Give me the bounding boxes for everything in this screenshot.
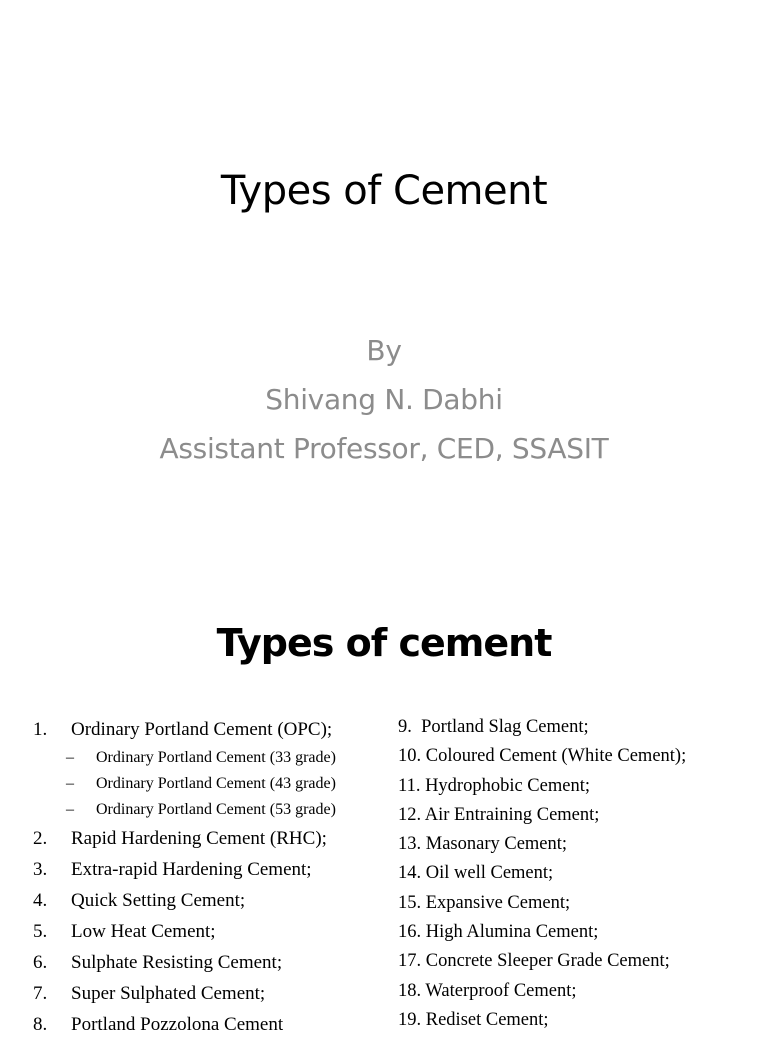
left-list (33, 714, 385, 1040)
list-number: 7. (33, 983, 48, 1004)
list-item: 10. Coloured Cement (White Cement); (398, 746, 687, 767)
byline-author: Shivang N. Dabhi (265, 383, 503, 416)
list-item: 9. Portland Slag Cement; (398, 717, 589, 737)
content-slide (0, 576, 768, 1035)
sub-text: Ordinary Portland Cement (43 grade) (96, 775, 336, 792)
list-item (33, 823, 385, 854)
byline-by: By (366, 334, 402, 367)
sub-text: Ordinary Portland Cement (53 grade) (96, 801, 336, 818)
sub-text: Ordinary Portland Cement (33 grade) (96, 749, 336, 766)
sub-item (33, 745, 385, 771)
list-item: 11. Hydrophobic Cement; (398, 775, 590, 796)
list-text: Sulphate Resisting Cement; (71, 952, 283, 973)
list-number: 2. (33, 828, 48, 849)
list-number: 6. (33, 952, 48, 973)
list-item: 14. Oil well Cement; (398, 863, 554, 884)
list-item: 16. High Alumina Cement; (398, 922, 599, 943)
byline-affiliation: Assistant Professor, CED, SSASIT (159, 432, 609, 465)
sub-item (33, 771, 385, 797)
dash-bullet: – (66, 749, 74, 766)
list-number: 4. (33, 890, 48, 911)
dash-bullet: – (66, 775, 74, 792)
list-text: Quick Setting Cement; (71, 890, 246, 911)
slide-title: Types of Cement (220, 168, 548, 214)
list-text: Portland Pozzolona Cement (71, 1014, 284, 1035)
list-item: 17. Concrete Sleeper Grade Cement; (398, 951, 670, 972)
list-item (33, 854, 385, 885)
list-item (33, 978, 385, 1009)
list-item: 13. Masonary Cement; (398, 834, 568, 855)
slide-heading: Types of cement (216, 621, 552, 665)
sub-item (33, 797, 385, 823)
list-item: 19. Rediset Cement; (398, 1009, 549, 1030)
list-item (33, 1009, 385, 1040)
list-number: 8. (33, 1014, 48, 1035)
list-item: 15. Expansive Cement; (398, 892, 571, 913)
list-item (33, 916, 385, 947)
list-item (33, 947, 385, 978)
list-item: 12. Air Entraining Cement; (398, 804, 600, 825)
list-text: Extra-rapid Hardening Cement; (71, 859, 312, 880)
list-item: 18. Waterproof Cement; (398, 980, 577, 1001)
list-number: 3. (33, 859, 48, 880)
list-text: Super Sulphated Cement; (71, 983, 266, 1004)
list-item (33, 714, 385, 745)
list-number: 1. (33, 719, 48, 740)
dash-bullet: – (66, 801, 74, 818)
list-text: Low Heat Cement; (71, 921, 216, 942)
list-text: Rapid Hardening Cement (RHC); (71, 828, 327, 849)
list-item (33, 885, 385, 916)
list-text: Ordinary Portland Cement (OPC); (71, 719, 333, 740)
right-list (398, 713, 758, 1035)
list-number: 5. (33, 921, 48, 942)
